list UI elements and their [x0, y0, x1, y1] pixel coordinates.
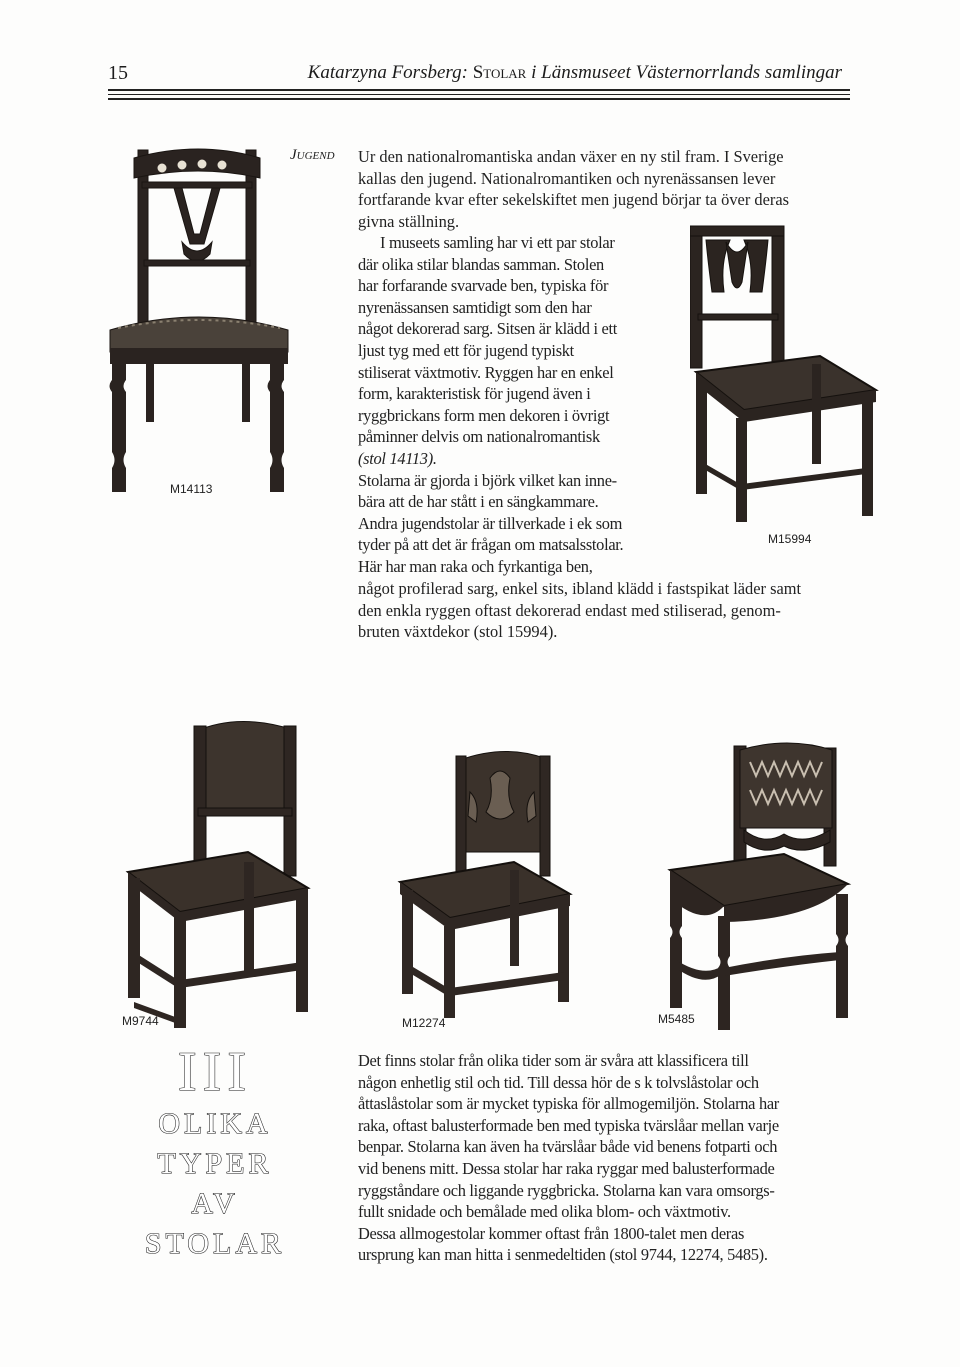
text-line: givna ställning.: [358, 211, 460, 231]
text-line: Stolarna är gjorda i björk vilket kan inne-: [358, 470, 617, 490]
text-line: den enkla ryggen oftast dekorerad endast med stiliserad, genom-: [358, 600, 781, 620]
header-title-caps: Stolar: [472, 62, 527, 83]
jugend-paragraph-1: [358, 146, 850, 232]
text-line: påminner delvis om nationalromantisk: [358, 427, 600, 447]
text-line: Dessa allmogestolar kommer oftast från 1800-talet men deras: [358, 1223, 745, 1243]
text-line: Ur den nationalromantiska andan växer en ny stil fram. I Sverige: [358, 147, 784, 166]
text-line: raka, oftast balusterformade ben med typiska tvärslåar mellan varje: [358, 1115, 779, 1135]
page-number: 15: [108, 62, 128, 84]
jugend-paragraph-2: [358, 232, 688, 578]
chair-photo-m5485: [664, 738, 854, 1030]
text-line: Här har man raka och fyrkantiga ben,: [358, 556, 593, 576]
text-line: I museets samling har vi ett par stolar: [380, 233, 615, 252]
running-header: [308, 62, 842, 84]
chapter-title-line: TYPER: [157, 1147, 273, 1180]
chapter-title-line: AV: [191, 1187, 239, 1220]
caption-m9744: M9744: [122, 1014, 159, 1028]
header-rule: [108, 94, 850, 95]
text-line: ryggståndare och liggande ryggbricka. Stolarna kan vara omsorgs-: [358, 1180, 775, 1200]
chapter-title-line: OLIKA: [158, 1107, 272, 1140]
text-line: något dekorerad sarg. Sitsen är klädd i ett: [358, 319, 617, 339]
chair-photo-m9744: [118, 712, 318, 1032]
text-line: fortfarande kvar efter sekelskiftet men jugend börjar ta över deras: [358, 190, 789, 210]
text-line: fullt snidade och bemålade med olika blom- och växtmotiv.: [358, 1202, 731, 1222]
caption-m14113: M14113: [170, 482, 213, 496]
text-line: bruten växtdekor (stol 15994).: [358, 622, 558, 642]
chair-photo-m12274: [394, 742, 574, 1022]
text-line: ursprung kan man hitta i senmedeltiden (stol 9744, 12274, 5485).: [358, 1245, 768, 1265]
text-line: nyrenässansen samtidigt som den har: [358, 297, 592, 317]
allmoge-paragraph: [358, 1050, 858, 1266]
text-line: något profilerad sarg, enkel sits, ibland klädd i fastspikat läder samt: [358, 579, 802, 598]
chapter-title-line: STOLAR: [144, 1227, 286, 1260]
caption-m5485: M5485: [658, 1012, 695, 1026]
text-line: ryggbrickans form men dekoren i övrigt: [358, 405, 610, 425]
caption-m12274: M12274: [402, 1016, 446, 1030]
text-line: Andra jugendstolar är tillverkade i ek som: [358, 513, 623, 533]
text-line: form, karakteristisk för jugend även i: [358, 384, 591, 404]
text-line: vid benens mitt. Dessa stolar har raka ryggar med balusterformade: [358, 1158, 775, 1178]
text-line: stiliserat växtmotiv. Ryggen har en enkel: [358, 362, 614, 382]
jugend-paragraph-3: [358, 578, 858, 643]
text-line: där olika stilar blandas samman. Stolen: [358, 254, 604, 274]
chapter-numeral: III: [178, 1041, 252, 1103]
text-line: har forfarande svarvade ben, typiska för: [358, 276, 609, 296]
header-title-rest: i Länsmuseet Västernorrlands samlingar: [531, 62, 842, 83]
chapter-heading: [120, 1040, 310, 1264]
text-line: någon enhetlig stil och tid. Till dessa hör de s k tolvslåstolar och: [358, 1072, 759, 1092]
chair-photo-m15994: [690, 222, 880, 532]
header-rule: [108, 98, 850, 100]
text-line: Det finns stolar från olika tider som är svåra att klassificera till: [358, 1051, 749, 1070]
header-rule: [108, 89, 850, 91]
text-line: kallas den jugend. Nationalromantiken och nyrenässansen lever: [358, 168, 776, 188]
text-line: tyder på att det är frågan om matsalsstolar.: [358, 535, 624, 555]
text-line: (stol 14113).: [358, 448, 437, 468]
header-author: Katarzyna Forsberg:: [307, 62, 468, 83]
text-line: åttaslåstolar som är mycket typiska för allmogemiljön. Stolarna har: [358, 1094, 779, 1114]
chair-photo-m14113: [104, 142, 294, 502]
section-label-jugend: Jugend: [290, 147, 335, 163]
text-line: bära att de har stått i en sängkammare.: [358, 492, 599, 512]
text-line: ljust tyg med ett för jugend typiskt: [358, 340, 574, 360]
caption-m15994: M15994: [768, 532, 812, 546]
text-line: benpar. Stolarna kan även ha tvärslåar både vid benens fotparti och: [358, 1137, 778, 1157]
